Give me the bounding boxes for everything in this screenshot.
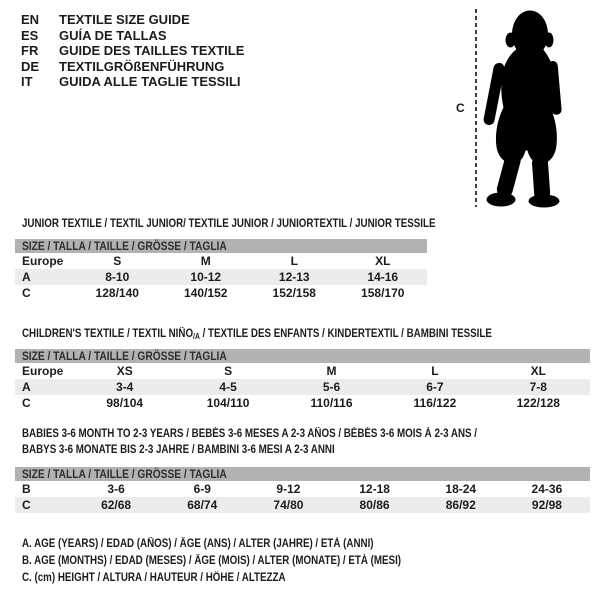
lang-title: GUIDE DES TAILLES TEXTILE xyxy=(59,43,245,58)
age-cell: 5-6 xyxy=(322,380,341,394)
table-row xyxy=(15,363,590,379)
height-cell: 128/140 xyxy=(95,286,139,300)
size-bar xyxy=(15,239,427,253)
lang-title: GUIDA ALLE TAGLIE TESSILI xyxy=(59,74,241,89)
size-cell: L xyxy=(431,364,439,378)
lang-row-it xyxy=(21,74,244,90)
height-cell: 152/158 xyxy=(272,286,316,300)
height-measure-label: C xyxy=(456,101,465,115)
size-bar-text: SIZE / TALLA / TAILLE / GRÖSSE / TAGLIA xyxy=(22,349,227,363)
lang-row-en xyxy=(21,12,244,28)
table-row xyxy=(15,395,590,411)
lang-title: TEXTILGRÖßENFÜHRUNG xyxy=(59,58,225,74)
age-cell: 14-16 xyxy=(367,270,399,284)
size-cell: L xyxy=(290,254,298,268)
height-cell: 92/98 xyxy=(531,498,562,512)
babies-size-table xyxy=(15,467,590,513)
height-cell: 68/74 xyxy=(187,498,218,512)
height-cell: 140/152 xyxy=(184,286,228,300)
height-cell: 74/80 xyxy=(273,498,304,512)
row-label: A xyxy=(22,270,31,284)
lang-row-de xyxy=(21,59,244,75)
age-cell: 10-12 xyxy=(190,270,222,284)
children-size-table xyxy=(15,349,590,411)
size-bar-text: SIZE / TALLA / TAILLE / GRÖSSE / TAGLIA xyxy=(22,467,227,481)
age-cell: 6-9 xyxy=(193,482,211,496)
row-label: Europe xyxy=(22,364,64,378)
note-b-text: B. AGE (MONTHS) / EDAD (MESES) / ÂGE (MOIS) / ALTER (MONATE) / ETÀ (MESI) xyxy=(22,555,402,567)
note-a xyxy=(22,536,468,553)
lang-code: DE xyxy=(21,58,40,74)
height-cell: 104/110 xyxy=(206,396,250,410)
height-cell: 158/170 xyxy=(361,286,405,300)
note-c-text: C. (cm) HEIGHT / ALTURA / HAUTEUR / HÖHE / ALTEZZA xyxy=(22,572,286,584)
children-table-title-text xyxy=(22,326,492,345)
size-cell: M xyxy=(200,254,211,268)
height-measure-dashed-line xyxy=(475,9,477,207)
height-cell: 116/122 xyxy=(413,396,457,410)
age-cell: 3-4 xyxy=(116,380,134,394)
age-cell: 18-24 xyxy=(445,482,477,496)
lang-code: ES xyxy=(21,27,39,43)
table-row xyxy=(15,481,590,497)
age-cell: 9-12 xyxy=(276,482,301,496)
size-cell: XL xyxy=(375,254,391,268)
note-c xyxy=(22,570,468,587)
legend-notes xyxy=(22,536,468,587)
age-cell: 12-18 xyxy=(359,482,390,496)
language-header xyxy=(21,12,244,90)
row-label: C xyxy=(22,286,31,300)
size-cell: XS xyxy=(116,364,133,378)
lang-row-es xyxy=(21,28,244,44)
table-row xyxy=(15,497,590,513)
table-row xyxy=(15,269,427,285)
junior-table-title xyxy=(22,216,508,232)
lang-code: IT xyxy=(21,74,33,89)
note-b xyxy=(22,553,468,570)
age-cell: 6-7 xyxy=(426,380,444,394)
age-cell: 7-8 xyxy=(529,380,547,394)
table-row xyxy=(15,379,590,395)
table-row xyxy=(15,253,427,269)
table-row xyxy=(15,285,427,301)
row-label: C xyxy=(22,498,31,512)
row-label: A xyxy=(22,380,31,394)
height-cell: 122/128 xyxy=(516,396,560,410)
age-cell: 8-10 xyxy=(105,270,130,284)
age-cell: 3-6 xyxy=(107,482,125,496)
children-table-title xyxy=(22,326,575,345)
height-cell: 110/116 xyxy=(310,396,353,410)
title-subscript: /A xyxy=(193,332,200,341)
height-cell: 62/68 xyxy=(101,498,132,512)
baby-silhouette-image xyxy=(482,6,570,208)
size-bar xyxy=(15,467,590,481)
size-cell: XL xyxy=(530,364,546,378)
junior-size-table xyxy=(15,239,427,301)
row-label: Europe xyxy=(22,254,64,268)
size-cell: S xyxy=(113,254,122,268)
babies-table-title-line2: BABYS 3-6 MONATE BIS 2-3 JAHRE / BAMBINI 3-6 MESI A 2-3 ANNI xyxy=(22,444,335,456)
junior-table-title-text: JUNIOR TEXTILE / TEXTIL JUNIOR/ TEXTILE JUNIOR / JUNIORTEXTIL / JUNIOR TESSILE xyxy=(22,218,436,230)
lang-code: EN xyxy=(21,12,40,27)
size-bar xyxy=(15,349,590,363)
age-cell: 12-13 xyxy=(278,270,310,284)
age-cell: 4-5 xyxy=(219,380,237,394)
height-cell: 86/92 xyxy=(445,498,476,512)
height-cell: 98/104 xyxy=(106,396,144,410)
size-cell: M xyxy=(326,364,337,378)
size-bar-text: SIZE / TALLA / TAILLE / GRÖSSE / TAGLIA xyxy=(22,239,227,253)
lang-title: GUÍA DE TALLAS xyxy=(59,27,167,43)
title-part: / TEXTILE DES ENFANTS / KINDERTEXTIL / BAMBINI TESSILE xyxy=(199,328,492,340)
title-part: CHILDREN'S TEXTILE / TEXTIL NIÑO xyxy=(22,328,194,340)
lang-row-fr xyxy=(21,43,244,59)
height-cell: 80/86 xyxy=(359,498,390,512)
lang-title: TEXTILE SIZE GUIDE xyxy=(59,12,190,27)
row-label: C xyxy=(22,396,31,410)
note-a-text: A. AGE (YEARS) / EDAD (AÑOS) / ÂGE (ANS) / ALTER (JAHRE) / ETÀ (ANNI) xyxy=(22,538,374,550)
age-cell: 24-36 xyxy=(531,482,563,496)
lang-code: FR xyxy=(21,43,39,58)
row-label: B xyxy=(22,482,31,496)
babies-table-title xyxy=(22,426,557,458)
size-cell: S xyxy=(224,364,233,378)
babies-table-title-line1: BABIES 3-6 MONTH TO 2-3 YEARS / BEBÉS 3-6 MESES A 2-3 AÑOS / BÉBÉS 3-6 MOIS À 2-3 ANS / xyxy=(22,428,478,440)
